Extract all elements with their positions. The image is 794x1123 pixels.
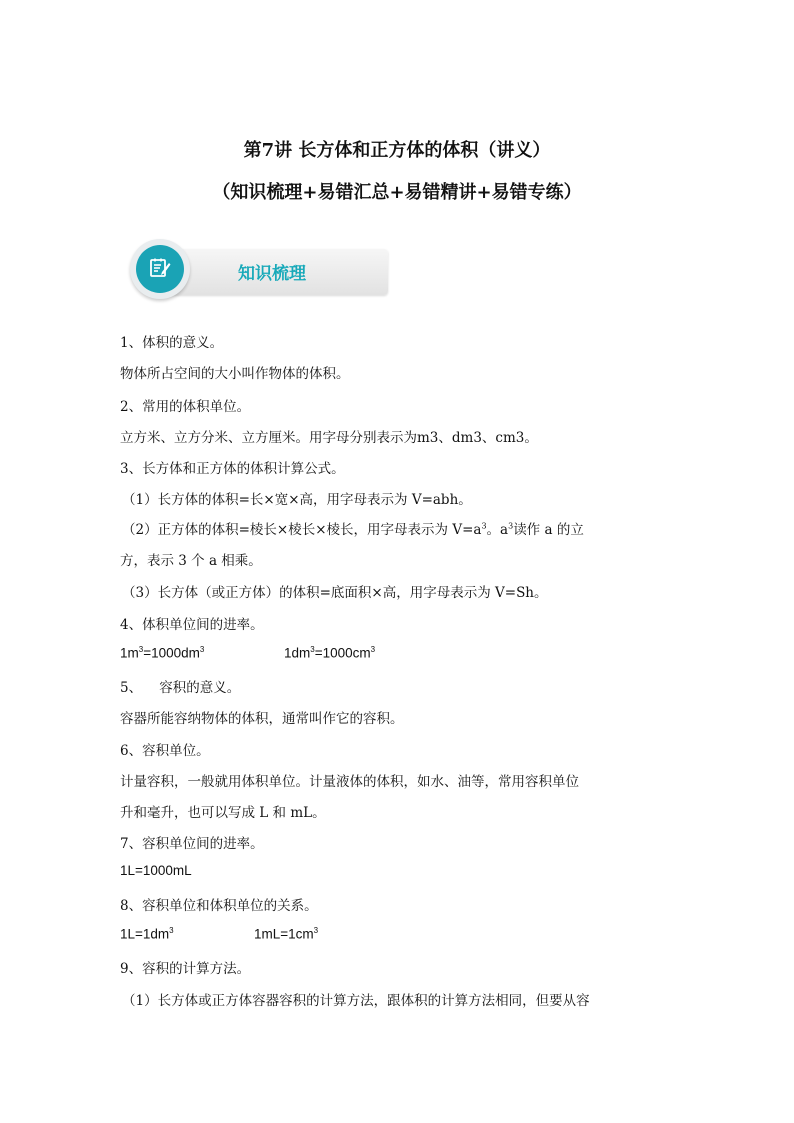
text-line: 2、常用的体积单位。: [120, 399, 251, 415]
text-line: 9、容积的计算方法。: [120, 961, 251, 977]
banner-title: 知识梳理: [238, 264, 306, 284]
text-line: [122, 518, 584, 538]
text-span: 1L=1dm: [120, 926, 170, 942]
text-span: 1mL=1cm: [254, 926, 314, 942]
text-line: 5、 容积的意义。: [120, 680, 241, 696]
text-line: 计量容积，一般就用体积单位。计量液体的体积，如水、油等，常用容积单位: [120, 774, 579, 790]
superscript: 3: [169, 926, 174, 935]
superscript: 3: [508, 521, 514, 531]
text-line: 容器所能容纳物体的体积，通常叫作它的容积。: [120, 711, 404, 727]
text-line: 升和毫升，也可以写成 L 和 mL。: [120, 805, 326, 821]
text-line: 物体所占空间的大小叫作物体的体积。: [120, 366, 350, 382]
superscript: 3: [310, 645, 315, 654]
volume-relation-right: [254, 926, 318, 942]
superscript: 3: [370, 645, 376, 654]
text-line: 8、容积单位和体积单位的关系。: [120, 898, 318, 914]
text-line: 4、体积单位间的进率。: [120, 617, 264, 633]
text-line: 3、长方体和正方体的体积计算公式。: [120, 461, 345, 477]
superscript: 3: [138, 645, 144, 654]
text-span: 1dm: [284, 645, 311, 661]
text-span: =1000cm: [314, 645, 371, 661]
unit-rate-left: [120, 645, 204, 661]
text-line: （1）长方体的体积=长×宽×高，用字母表示为 V=abh。: [122, 492, 472, 508]
text-line: 1L=1000mL: [120, 863, 192, 878]
text-line: （1）长方体或正方体容器容积的计算方法，跟体积的计算方法相同，但要从容: [122, 993, 590, 1009]
superscript: 3: [199, 645, 205, 654]
volume-relation-left: [120, 926, 174, 942]
text-line: 6、容积单位。: [120, 743, 210, 759]
text-line: 7、容积单位间的进率。: [120, 836, 264, 852]
text-span: 1m: [120, 645, 139, 661]
notepad-pen-icon: [136, 245, 184, 293]
text-line: 方，表示 3 个 a 相乘。: [120, 553, 262, 569]
text-span: =1000dm: [143, 645, 200, 661]
page-title: 第7讲 长方体和正方体的体积（讲义）: [243, 140, 551, 161]
text-line: （3）长方体（或正方体）的体积=底面积×高，用字母表示为 V=Sh。: [122, 585, 548, 601]
superscript: 3: [313, 926, 319, 935]
section-banner: [130, 247, 388, 297]
superscript: 3: [481, 521, 487, 531]
text-line: 立方米、立方分米、立方厘米。用字母分别表示为m3、dm3、cm3。: [120, 430, 538, 446]
text-span: （2）正方体的体积=棱长×棱长×棱长，用字母表示为 V=a: [122, 522, 482, 538]
unit-rate-right: [284, 645, 375, 661]
text-line: 1、体积的意义。: [120, 335, 224, 351]
text-span: 读作 a 的立: [513, 522, 584, 538]
page-subtitle: （知识梳理+易错汇总+易错精讲+易错专练）: [212, 182, 582, 203]
text-span: 。a: [486, 522, 509, 538]
